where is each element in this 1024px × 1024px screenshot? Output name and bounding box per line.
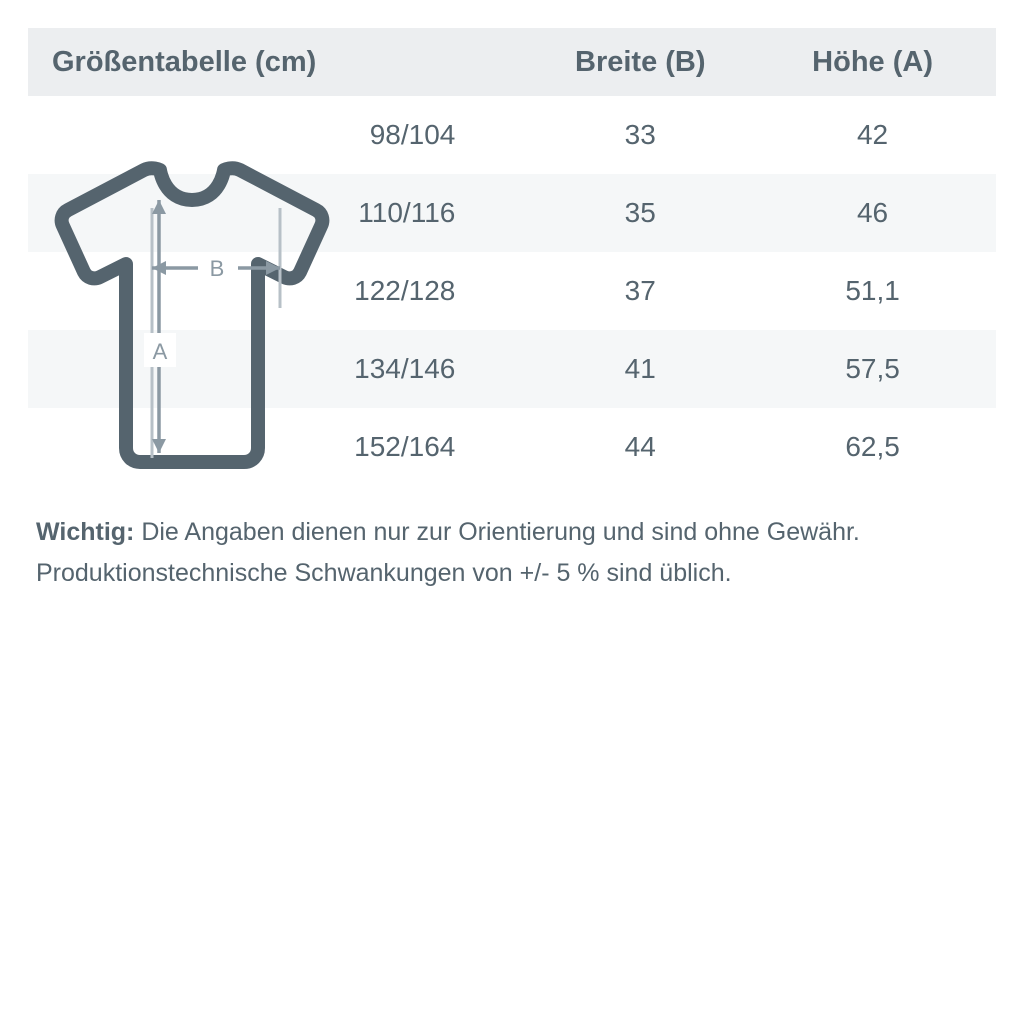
cell-size: 110/116 bbox=[358, 197, 456, 228]
table-title: Größentabelle (cm) bbox=[52, 45, 317, 78]
cell-height: 62,5 bbox=[845, 431, 900, 462]
cell-width: 35 bbox=[624, 197, 656, 228]
cell-size: 98/104 bbox=[369, 119, 456, 150]
shirt-outline bbox=[62, 168, 323, 462]
disclaimer-lead: Wichtig: bbox=[36, 518, 135, 546]
tshirt-icon bbox=[48, 148, 378, 488]
disclaimer-note bbox=[36, 512, 986, 593]
width-label: B bbox=[209, 256, 225, 281]
cell-width: 44 bbox=[624, 431, 656, 462]
table-header-row bbox=[28, 28, 996, 96]
cell-height: 57,5 bbox=[845, 353, 900, 384]
column-header-width: Breite (B) bbox=[575, 45, 706, 78]
cell-size: 122/128 bbox=[354, 275, 456, 306]
cell-height: 51,1 bbox=[845, 275, 900, 306]
cell-width: 33 bbox=[624, 119, 656, 150]
tshirt-diagram bbox=[48, 148, 378, 488]
cell-width: 41 bbox=[624, 353, 656, 384]
cell-height: 46 bbox=[856, 197, 889, 228]
disclaimer-line-2: Produktionstechnische Schwankungen von +/- 5 % sind üblich. bbox=[36, 558, 732, 587]
cell-size: 152/164 bbox=[354, 431, 456, 462]
disclaimer-line-1: Die Angaben dienen nur zur Orientierung und sind ohne Gewähr. bbox=[134, 518, 860, 546]
height-arrow bbox=[152, 200, 166, 453]
height-label: A bbox=[152, 339, 168, 364]
cell-height: 42 bbox=[856, 119, 889, 150]
column-header-height: Höhe (A) bbox=[812, 45, 933, 78]
cell-width: 37 bbox=[624, 275, 656, 306]
cell-size: 134/146 bbox=[354, 353, 456, 384]
